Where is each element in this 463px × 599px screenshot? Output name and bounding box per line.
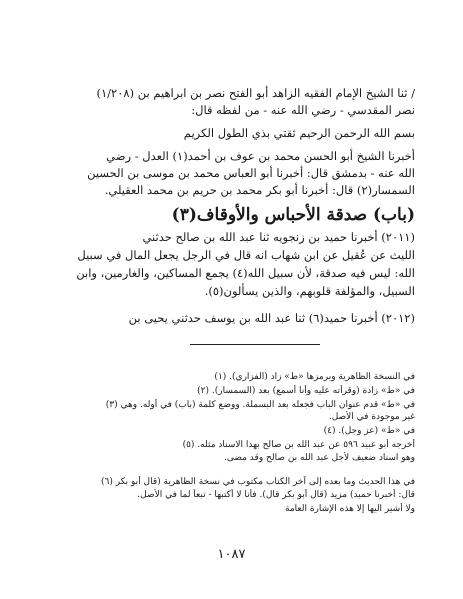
footnote-6-cont-2: ولا أشير اليها إلا هذه الإشارة العامة bbox=[285, 504, 415, 514]
footnote-text: في «ط» زادة (وقرأته عليه وأنا أسمع) بعد (السمسار). bbox=[211, 386, 415, 396]
footnote-2 bbox=[45, 385, 415, 397]
footnote-text: في «ط» (عز وجل). bbox=[338, 426, 415, 436]
footnote-number: (٦) bbox=[100, 477, 113, 487]
footnote-6-cont-1: قال: أخبرنا حميد) مزيد (قال أبو بكر قال). فأنا لا أكتبها - تبعاً لما في الأصل. bbox=[137, 490, 415, 500]
hadith-2011-line-2: الليث عن عُقيل عن ابن شهاب انه قال في الرجل يجعل المال في سبيل bbox=[77, 248, 415, 262]
hadith-2011-line-1: (٢٠١١) أخبرنا حميد بن زنجويه ثنا عبد الله بن صالح حدثني bbox=[142, 230, 415, 244]
footnote-4 bbox=[45, 425, 415, 437]
footnote-text: أخرجه أبو عبيد ٥٩٦ عن عبد الله بن صالح بهذا الاسناد مثله. bbox=[197, 440, 415, 450]
footnote-3 bbox=[45, 399, 415, 411]
chapter-heading: (باب) صدقة الأحباس والأوقاف(٣) bbox=[171, 205, 415, 225]
footnote-text: في «ط» قدم عنوان الباب فجعله بعد البسملة. ووضع كلمة (باب) في أوله. وهي bbox=[120, 400, 415, 410]
page-number: ١٠٨٧ bbox=[217, 547, 246, 562]
basmala-line: بسم الله الرحمن الرحيم ثقتي بذي الطول الكريم bbox=[183, 126, 415, 140]
footnote-6 bbox=[45, 476, 415, 488]
footnote-3-cont: غير موجودة في الأصل. bbox=[328, 412, 415, 422]
body-line-2: نصر المقدسي - رضي الله عنه - من لفظه قال: bbox=[191, 103, 415, 117]
body-line-4: أخبرنا الشيخ أبو الحسن محمد بن عوف بن أحمد(١) العدل - رضي bbox=[106, 149, 415, 163]
footnote-1 bbox=[45, 371, 415, 383]
footnote-5 bbox=[45, 439, 415, 451]
footnote-text: في النسخة الظاهرية وبرمزها «ط» زاد (الفزاري). bbox=[229, 372, 415, 382]
footnote-number: (٣) bbox=[105, 400, 118, 410]
body-line-1: / ثنا الشيخ الإمام الفقيه الزاهد أبو الفتح نصر بن ابراهيم بن (١/٢٠٨) bbox=[96, 86, 415, 100]
footnote-number: (٢) bbox=[197, 386, 209, 396]
footnote-rule bbox=[190, 344, 320, 345]
hadith-2012-line-1: (٢٠١٢) أخبرنا حميد(٦) ثنا عبد الله بن يوسف حدثني يحيى بن bbox=[128, 311, 415, 325]
hadith-2011-line-3: الله: ليس فيه صدقة، لأن سبيل الله(٤) يجمع المساكين، والغارمين، وابن bbox=[76, 266, 415, 280]
footnote-number: (٥) bbox=[182, 440, 195, 450]
footnote-number: (١) bbox=[214, 372, 227, 382]
body-line-5: الله عنه - بدمشق قال: أخبرنا أبو العباس محمد بن موسى بن الحسين bbox=[87, 166, 415, 180]
footnote-number: (٤) bbox=[323, 426, 336, 436]
hadith-2011-line-4: السبيل، والمؤلفة قلوبهم، والذين يسألون(٥). bbox=[204, 284, 415, 298]
footnote-5-cont: وهو اسناد ضعيف لأجل عبد الله بن صالح وقد مضى. bbox=[223, 453, 415, 463]
footnote-text: في هذا الحديث وما بعده إلى آخر الكتاب مكتوب في نسخة الظاهرية (قال أبو بكر bbox=[115, 477, 415, 487]
body-line-6: السمسار(٢) قال: أخبرنا أبو بكر محمد بن حريم بن محمد العقيلي. bbox=[104, 183, 415, 197]
